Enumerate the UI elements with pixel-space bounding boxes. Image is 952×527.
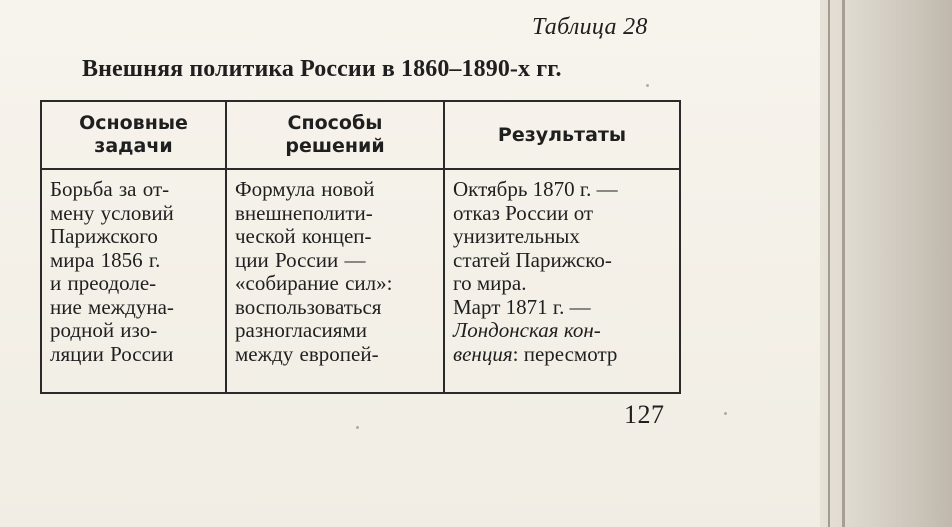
header-main-tasks: Основные задачи <box>41 101 226 169</box>
table-number-label: Таблица 28 <box>532 14 648 40</box>
header-results: Результаты <box>444 101 680 169</box>
cell-main-tasks <box>41 169 226 393</box>
result-line-2: отказ России от <box>453 200 594 225</box>
result-line-7: Лондонская кон- <box>453 318 601 343</box>
paper-speck <box>646 84 649 87</box>
result-line-4: статей Парижско- <box>453 247 612 272</box>
result-line-6: Март 1871 г. — <box>453 294 591 319</box>
result-line-8-rest: : пересмотр <box>512 341 618 366</box>
result-line-1: Октябрь 1870 г. — <box>453 177 618 201</box>
result-line-3: унизительных <box>453 224 580 249</box>
result-line-8 <box>453 343 671 367</box>
page-title: Внешняя политика России в 1860–1890-х гг. <box>82 56 562 82</box>
book-page-edge <box>820 0 952 527</box>
main-tasks-text: Борьба за от- мену условий Парижского мира 1856 г. и преодоле- ние междуна- родной изо- ляции России <box>50 177 174 366</box>
result-line-8-italic: венция <box>453 341 513 366</box>
foreign-policy-table <box>40 100 681 394</box>
page-number: 127 <box>624 400 665 429</box>
cell-results <box>444 169 680 393</box>
table-row <box>41 169 680 393</box>
table-header-row <box>41 101 680 169</box>
result-line-5: го мира. <box>453 271 527 296</box>
paper-speck <box>356 426 359 429</box>
header-solution-methods: Способы решений <box>226 101 444 169</box>
cell-solution-methods <box>226 169 444 393</box>
paper-speck <box>724 412 727 415</box>
solution-methods-text: Формула новой внешнеполити- ческой концеп- ции России — «собирание сил»: воспользоваться разногласиями между европей- <box>235 177 393 366</box>
